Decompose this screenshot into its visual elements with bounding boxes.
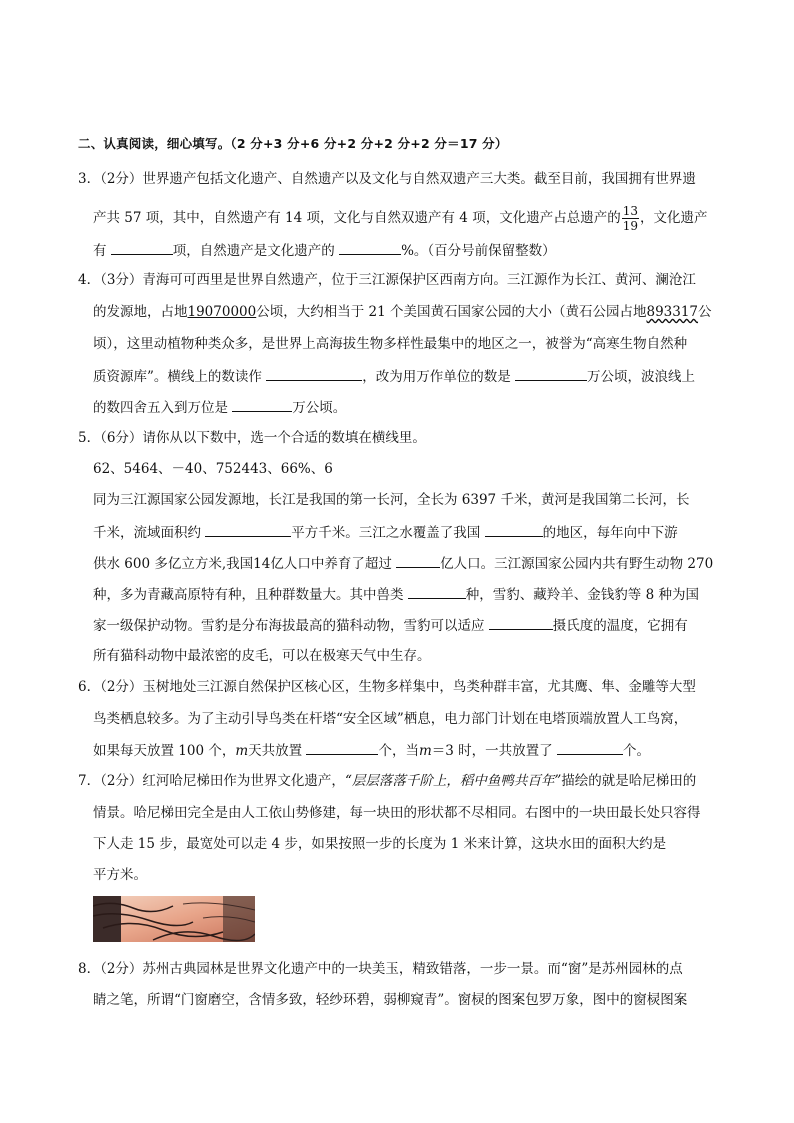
q6-line-2: 鸟类栖息较多。为了主动引导鸟类在杆塔“安全区域”栖息，电力部门计划在电塔顶端放置人工鸟窝， — [93, 711, 688, 727]
q5-text: 千米，流域面积约 — [93, 525, 201, 541]
q8-line-1: 8．（2分）苏州古典园林是世界文化遗产中的一块美玉，精致错落，一步一景。而“窗”是苏州园林的点 — [78, 961, 683, 977]
answer-blank[interactable] — [232, 398, 292, 412]
answer-blank[interactable] — [408, 585, 466, 599]
q6-line-1: 6．（2分）玉树地处三江源自然保护区核心区，生物多样集中，鸟类种群丰富，尤其鹰、隼、金雕等大型 — [78, 679, 696, 695]
q5-text: 的地区，每年向中下游 — [542, 525, 678, 541]
q4-text: 万公顷，波浪线上 — [587, 369, 695, 385]
q5-line-4 — [93, 523, 678, 542]
q4-text: 公 — [698, 304, 712, 320]
q4-text: 质资源库”。横线上的数读作 — [93, 369, 262, 385]
q6-text: 如果每天放置 100 个， — [93, 743, 236, 759]
answer-blank[interactable] — [205, 523, 291, 537]
q6-text: 个。 — [622, 743, 650, 759]
q4-text: 公顷，大约相当于 21 个美国黄石国家公园的大小（黄石公园占地 — [256, 304, 647, 320]
q3-text: 有 — [93, 243, 107, 259]
q6-text: 个，当 — [378, 743, 419, 759]
answer-blank[interactable] — [515, 367, 587, 381]
fraction-numerator: 13 — [622, 204, 638, 218]
q3-text: %。（百分号前保留整数） — [401, 243, 556, 259]
variable-m: m — [235, 743, 249, 759]
q6-line-3 — [93, 741, 650, 760]
variable-m: m — [418, 743, 432, 759]
q4-line-4 — [93, 367, 695, 386]
q5-numbers: 62、5464、－40、752443、66%、6 — [93, 461, 333, 477]
answer-blank[interactable] — [396, 554, 440, 568]
q4-line-2 — [93, 303, 712, 321]
q4-text: 的发源地，占地 — [93, 304, 188, 320]
terrace-image — [93, 896, 255, 942]
q7-line-1 — [78, 772, 696, 790]
q8-line-2: 睛之笔，所谓“门窗磨空，含情多致，轻纱环碧，弱柳窥青”。窗棂的图案包罗万象，图中的窗棂图案 — [93, 992, 688, 1008]
q5-text: 家一级保护动物。雪豹是分布海拔最高的猫科动物，雪豹可以适应 — [93, 618, 485, 634]
q3-text: ，文化遗产 — [639, 210, 708, 226]
fraction — [622, 204, 639, 233]
q4-text: ，改为用万作单位的数是 — [362, 369, 511, 385]
terrace-illustration — [93, 896, 255, 942]
q7-text: 7．（2分）红河哈尼梯田作为世界文化遗产， — [78, 773, 345, 789]
q5-text: 供水 600 多亿立方米,我国14亿人口中养育了超过 — [93, 556, 392, 572]
q5-text: 亿人口。三江源国家公园内共有野生动物 270 — [440, 556, 714, 572]
q5-line-6 — [93, 585, 699, 604]
q4-line-1: 4．（3分）青海可可西里是世界自然遗产，位于三江源保护区西南方向。三江源作为长江、黄河、澜沧江 — [78, 272, 696, 288]
answer-blank[interactable] — [266, 367, 362, 381]
q6-text: ＝3 时，一共放置了 — [431, 743, 553, 759]
q5-line-1: 5．（6分）请你从以下数中，选一个合适的数填在横线里。 — [78, 430, 426, 446]
q5-line-5 — [93, 554, 713, 573]
q3-text: 产共 57 项，其中，自然遗产有 14 项，文化与自然双遗产有 4 项，文化遗产占总遗产的 — [93, 210, 621, 226]
wavy-underlined-number: 893317 — [646, 304, 699, 320]
q3-line-3 — [93, 241, 556, 260]
q7-line-3: 下人走 15 步，最宽处可以走 4 步，如果按照一步的长度为 1 米来计算，这块水田的面积大约是 — [93, 836, 667, 852]
q5-line-3: 同为三江源国家公园发源地，长江是我国的第一长河，全长为 6397 千米，黄河是我国第二长河，长 — [93, 492, 690, 508]
answer-blank[interactable] — [306, 741, 378, 755]
q3-line-1: 3．（2分）世界遗产包括文化遗产、自然遗产以及文化与自然双遗产三大类。截至目前，我国拥有世界遗 — [78, 171, 696, 187]
q4-text: 的数四舍五入到万位是 — [93, 400, 228, 416]
fraction-denominator: 19 — [622, 219, 638, 233]
underlined-number: 19070000 — [187, 304, 257, 320]
q5-text: 摄氏度的温度，它拥有 — [552, 618, 688, 634]
q5-line-7 — [93, 616, 688, 635]
q7-text: 描绘的就是哈尼梯田的 — [561, 773, 697, 789]
q5-text: 种，雪豹、藏羚羊、金钱豹等 8 种为国 — [465, 587, 699, 603]
answer-blank[interactable] — [111, 241, 173, 255]
q5-line-8: 所有猫科动物中最浓密的皮毛，可以在极寒天气中生存。 — [93, 648, 431, 664]
answer-blank[interactable] — [557, 741, 623, 755]
q7-line-2: 情景。哈尼梯田完全是由人工依山势修建，每一块田的形状都不尽相同。右图中的一块田最长处只容得 — [93, 805, 701, 821]
q7-line-4: 平方米。 — [93, 867, 147, 883]
q5-text: 平方千米。三江之水覆盖了我国 — [291, 525, 481, 541]
q3-line-2 — [93, 204, 707, 233]
q4-line-5 — [93, 398, 346, 417]
answer-blank[interactable] — [485, 523, 543, 537]
q3-text: 项，自然遗产是文化遗产的 — [172, 243, 335, 259]
section-title: 二、认真阅读，细心填写。（2 分+3 分+6 分+2 分+2 分+2 分＝17 分） — [78, 136, 508, 151]
answer-blank[interactable] — [489, 616, 553, 630]
q6-text: 天共放置 — [248, 743, 303, 759]
q4-text: 万公顷。 — [292, 400, 347, 416]
q4-line-3: 顷），这里动植物种类众多，是世界上高海拔生物多样性最集中的地区之一，被誉为“高寒生物自然种 — [93, 336, 688, 352]
answer-blank[interactable] — [339, 241, 401, 255]
q5-text: 种，多为青藏高原特有种，且种群数量大。其中兽类 — [93, 587, 404, 603]
q7-poem: “层层落落千阶上，稻中鱼鸭共百年” — [344, 773, 562, 789]
